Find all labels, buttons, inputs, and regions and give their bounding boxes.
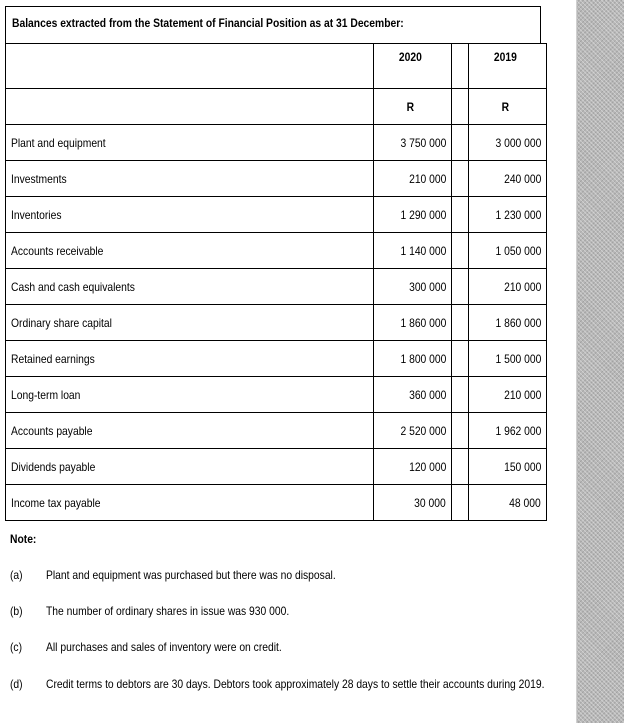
value-2020: 1 290 000 <box>374 197 452 233</box>
year-2020-header: 2020 <box>374 44 452 89</box>
unit-header-row <box>6 89 547 125</box>
value-2020: 2 520 000 <box>374 413 452 449</box>
note-letter: (d) <box>10 677 23 691</box>
value-2020: 300 000 <box>374 269 452 305</box>
year-2019-header: 2019 <box>469 44 547 89</box>
value-2020: 1 860 000 <box>374 305 452 341</box>
value-2020: 120 000 <box>374 449 452 485</box>
note-text: All purchases and sales of inventory were on credit. <box>46 640 282 654</box>
unit-2020-header: R <box>374 89 452 125</box>
value-2019: 210 000 <box>469 269 547 305</box>
table-row <box>6 305 547 341</box>
table-row <box>6 125 547 161</box>
table-row <box>6 341 547 377</box>
table-row <box>6 485 547 521</box>
row-label: Income tax payable <box>6 485 374 521</box>
value-2019: 1 860 000 <box>469 305 547 341</box>
table-row <box>6 197 547 233</box>
value-2020: 3 750 000 <box>374 125 452 161</box>
value-2020: 30 000 <box>374 485 452 521</box>
row-label: Plant and equipment <box>6 125 374 161</box>
note-text: Credit terms to debtors are 30 days. Debtors took approximately 28 days to settle their accounts during 2019. <box>46 677 545 691</box>
value-2020: 360 000 <box>374 377 452 413</box>
value-2019: 1 050 000 <box>469 233 547 269</box>
note-heading: Note: <box>10 532 37 546</box>
value-2019: 150 000 <box>469 449 547 485</box>
value-2019: 48 000 <box>469 485 547 521</box>
value-2019: 1 500 000 <box>469 341 547 377</box>
value-2019: 1 962 000 <box>469 413 547 449</box>
row-label: Ordinary share capital <box>6 305 374 341</box>
table-title: Balances extracted from the Statement of Financial Position as at 31 December: <box>5 6 541 44</box>
row-label: Inventories <box>6 197 374 233</box>
side-pattern-strip <box>576 0 624 723</box>
value-2019: 210 000 <box>469 377 547 413</box>
note-text: Plant and equipment was purchased but there was no disposal. <box>46 568 336 582</box>
value-2019: 1 230 000 <box>469 197 547 233</box>
note-letter: (c) <box>10 640 23 654</box>
row-label: Accounts payable <box>6 413 374 449</box>
value-2019: 3 000 000 <box>469 125 547 161</box>
table-row <box>6 233 547 269</box>
table-row <box>6 413 547 449</box>
unit-2019-header: R <box>469 89 547 125</box>
year-header-row <box>6 44 547 89</box>
row-label: Investments <box>6 161 374 197</box>
row-label: Long-term loan <box>6 377 374 413</box>
value-2019: 240 000 <box>469 161 547 197</box>
row-label: Dividends payable <box>6 449 374 485</box>
value-2020: 1 800 000 <box>374 341 452 377</box>
row-label: Retained earnings <box>6 341 374 377</box>
row-label: Cash and cash equivalents <box>6 269 374 305</box>
value-2020: 210 000 <box>374 161 452 197</box>
note-letter: (a) <box>10 568 23 582</box>
note-text: The number of ordinary shares in issue was 930 000. <box>46 604 290 618</box>
note-letter: (b) <box>10 604 23 618</box>
value-2020: 1 140 000 <box>374 233 452 269</box>
table-row <box>6 161 547 197</box>
row-label: Accounts receivable <box>6 233 374 269</box>
table-row <box>6 377 547 413</box>
table-row <box>6 269 547 305</box>
balances-table <box>5 43 547 521</box>
table-row <box>6 449 547 485</box>
